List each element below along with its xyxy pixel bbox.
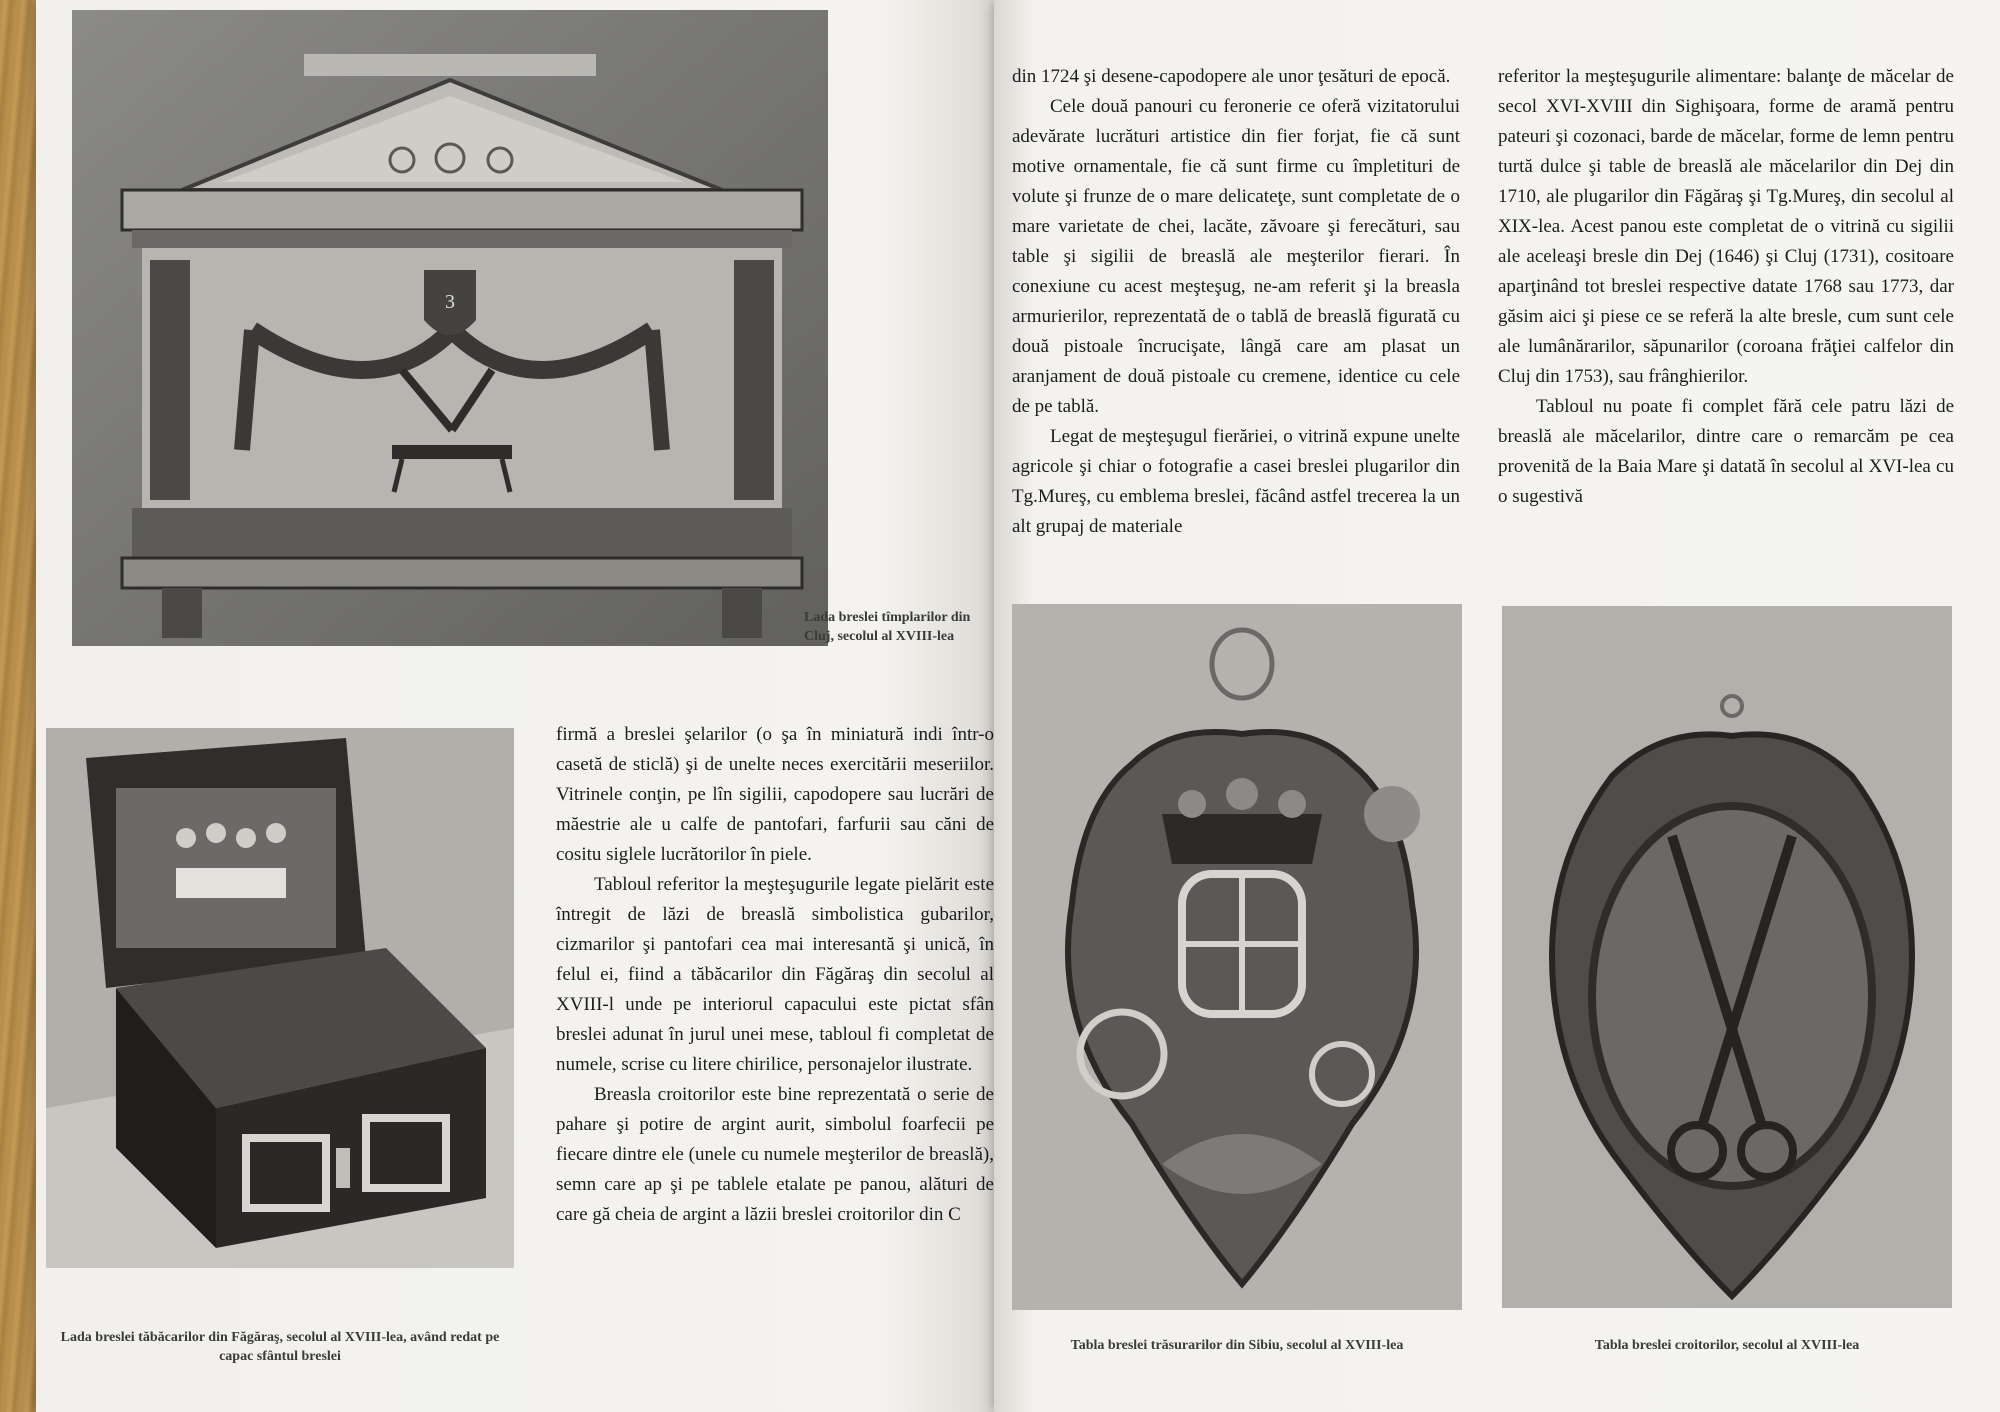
right-text-column-1 [1012, 62, 1460, 542]
right-text-column-2 [1498, 62, 1954, 512]
caption-carpenters-chest: Lada breslei tîmplarilor din Cluj, secolul al XVIII-lea [804, 610, 971, 644]
photo-tailors-plaque [1502, 606, 1952, 1308]
right-col1-paragraph-3: Legat de meşteşugul fierăriei, o vitrină expune unelte agricole şi chiar o fotografie a casei breslei plugarilor din Tg.Mureş, cu emblema breslei, făcând astfel trecerea la un alt grupaj de materiale [1012, 426, 1460, 537]
photo-carpenters-chest [72, 10, 828, 646]
caption-tailors-plaque: Tabla breslei croitorilor, secolul al XVIII-lea [1594, 1338, 1860, 1353]
left-paragraph-1: firmă a breslei şelarilor (o şa în miniatură indi într-o casetă de sticlă) şi de unelte neces exercitării meseriilor. Vitrinele conţin, pe lîn sigilii, capodopere sau lucrări de măestrie ale u calfe de pantofari, farfurii sau căni de cositu siglele lucrătorilor în piele. [556, 724, 994, 865]
left-page [36, 0, 994, 1412]
photo-carriage-plaque [1012, 604, 1462, 1310]
right-col2-paragraph-1: referitor la meşteşugurile alimentare: balanţe de măcelar de secol XVI-XVIII din Sighişoara, forme de aramă pentru pateuri şi cozonaci, barde de măcelar, forme de lemn pentru turtă dulce şi table de breaslă ale măcelarilor din Dej din 1710, ale plugarilor din Făgăraş şi Tg.Mureş, din secolul al XIX-lea. Acest panou este completat de o vitrină cu sigilii ale aceleaşi bresle din Dej (1646) şi Cluj (1731), cositoare aparţinând tot breslei respective datate 1768 sau 1773, dar găsim aici şi piese ce se referă la alte bresle, cum sunt cele ale lumânărarilor, săpunarilor (coroana frăţiei calfelor din Cluj din 1753), sau frânghierilor. [1498, 66, 1954, 387]
left-paragraph-3: Breasla croitorilor este bine reprezentată o serie de pahare şi potire de argint aurit, simbolul foarfecii pe fiecare dintre ele (unele cu numele meşterilor de breaslă), semn care ap şi pe tablele etalate pe panou, alături de care gă cheia de argint a lăzii breslei croitorilor din C [556, 1084, 994, 1225]
caption-carriage-plaque: Tabla breslei trăsurarilor din Sibiu, secolul al XVIII-lea [1070, 1338, 1404, 1353]
right-col2-paragraph-2: Tabloul nu poate fi complet fără cele patru lăzi de breaslă ale măcelarilor, dintre care o remarcăm pe cea provenită de la Baia Mare şi datată în secolul al XVI-lea cu o sugestivă [1498, 396, 1954, 507]
right-col1-paragraph-2: Cele două panouri cu feronerie ce oferă vizitatorului adevărate lucrături artistice din fier forjat, fie că sunt motive ornamentale, fie că sunt firme cu împletituri de volute şi frunze de o mare delicateţe, sunt completate de o mare varietate de chei, lacăte, zăvoare şi ferecături, sau table şi sigilii de breaslă ale meşterilor fierari. În conexiune cu acest meşteşug, ne-am referit şi la breasla armurierilor, reprezentată de o tablă de breaslă figurată cu două pistoale încrucişate, lângă care am plasat un aranjament de două pistoale cu cremene, identice cu cele de pe tablă. [1012, 96, 1460, 417]
svg-text:3: 3 [445, 291, 455, 313]
photo-tanners-chest [46, 728, 514, 1268]
right-col1-paragraph-1: din 1724 şi desene-capodopere ale unor ţesături de epocă. [1012, 66, 1451, 87]
caption-tanners-chest: Lada breslei tăbăcarilor din Făgăraş, secolul al XVIII-lea, având redat pe capac sfântul breslei [60, 1330, 500, 1364]
left-paragraph-2: Tabloul referitor la meşteşugurile legate pielărit este întregit de lăzi de breaslă simbolistica gubarilor, cizmarilor şi pantofari cea mai interesantă şi unică, în felul ei, fiind a tăbăcarilor din Făgăraş din secolul al XVIII-l unde pe interiorul capacului este pictat sfân breslei adunat în jurul unei mese, tabloul fi completat de numele, scrise cu litere chirilice, personajelor ilustrate. [556, 874, 994, 1075]
left-text-column [556, 720, 994, 1230]
right-page [994, 0, 2000, 1412]
